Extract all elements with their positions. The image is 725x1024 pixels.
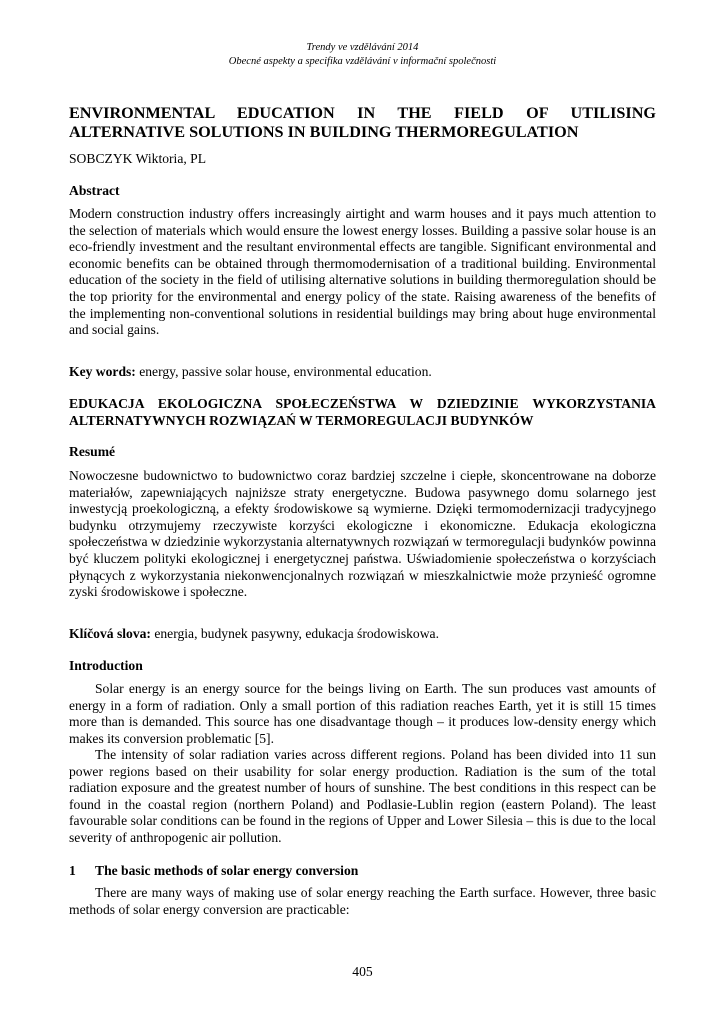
introduction-heading: Introduction (69, 658, 143, 673)
section-1-title: The basic methods of solar energy conversion (95, 863, 359, 878)
section-1-paragraph-1: There are many ways of making use of solar energy reaching the Earth surface. However, three basic methods of solar energy conversion are practicable: (69, 885, 656, 917)
polish-title: EDUKACJA EKOLOGICZNA SPOŁECZEŃSTWA W DZIEDZINIE WYKORZYSTANIA ALTERNATYWNYCH ROZWIĄZAŃ W TERMOREGULACJI BUDYNKÓW (69, 396, 656, 428)
introduction-paragraph-1: Solar energy is an energy source for the beings living on Earth. The sun produces vast amounts of energy in a form of radiation. Only a small portion of this radiation reaches Earth, yet it is still 15 times more than is demanded. This source has one disadvantage though – it produces low-density energy which makes its conversion problematic [5]. (69, 681, 656, 746)
polish-keywords (69, 626, 656, 643)
running-header (69, 41, 656, 69)
keywords-label: Key words: (69, 364, 136, 379)
section-1-number: 1 (69, 863, 76, 878)
author-line: SOBCZYK Wiktoria, PL (69, 151, 207, 166)
running-header-line-2: Obecné aspekty a specifika vzdělávání v informační společnosti (228, 56, 497, 67)
abstract-text: Modern construction industry offers increasingly airtight and warm houses and it pays much attention to the selection of materials which would ensure the lowest energy losses. Building a passive solar house is an eco-friendly investment and the resultant environmental effects are tangible. Significant environmental and economic benefits can be obtained through thermomodernisation of a traditional building. Environmental education of the society in the field of utilising alternative solutions in building thermoregulation should be the top priority for the environmental and energy policy of the state. Raising awareness of the benefits of the implementing non-conventional solutions in residential buildings may bring about huge environmental and social gains. (69, 206, 656, 338)
keywords-value: energy, passive solar house, environmental education. (135, 364, 432, 379)
introduction-paragraph-2: The intensity of solar radiation varies across different regions. Poland has been divided into 11 sun power regions based on their usability for solar energy production. Radiation is the sum of the total radiation exposure and the greatest number of hours of sunshine. The best conditions in this respect can be found in the coastal region (northern Poland) and Podlasie-Lublin region (eastern Poland). The least favourable solar conditions can be found in the regions of Upper and Lower Silesia – this is due to the local severity of anthropogenic air pollution. (69, 747, 656, 845)
polish-keywords-value: energia, budynek pasywny, edukacja środowiskowa. (150, 626, 439, 641)
abstract-heading: Abstract (69, 183, 120, 198)
page-number: 405 (352, 964, 373, 979)
resume-heading: Resumé (69, 444, 116, 459)
running-header-line-1: Trendy ve vzdělávání 2014 (306, 42, 419, 53)
resume-text: Nowoczesne budownictwo to budownictwo coraz bardziej szczelne i ciepłe, skoncentrowane na doborze materiałów, zapewniających najniższe straty energetyczne. Budowa pasywnego domu solarnego jest inwestycją proekologiczną, a efekty środowiskowe są wymierne. Dzięki termomodernizacji tradycyjnego budynku otrzymujemy rzeczywiste korzyści ekologiczne i ekonomiczne. Edukacja ekologiczna społeczeństwa w dziedzinie wykorzystania alternatywnych rozwiązań w termoregulacji budynków powinna być kluczem polityki ekologicznej i energetycznej państwa. Uświadomienie społeczeństwa o korzyściach płynących z wykorzystania niekonwencjonalnych rozwiązań w mieszkalnictwie może przynieść ogromne zyski środowiskowe i społeczne. (69, 468, 656, 600)
polish-keywords-label: Klíčová slova: (69, 626, 151, 641)
paper-title: ENVIRONMENTAL EDUCATION IN THE FIELD OF UTILISING ALTERNATIVE SOLUTIONS IN BUILDING THERMOREGULATION (69, 104, 656, 141)
abstract-keywords (69, 364, 656, 381)
section-1-heading (69, 862, 358, 879)
